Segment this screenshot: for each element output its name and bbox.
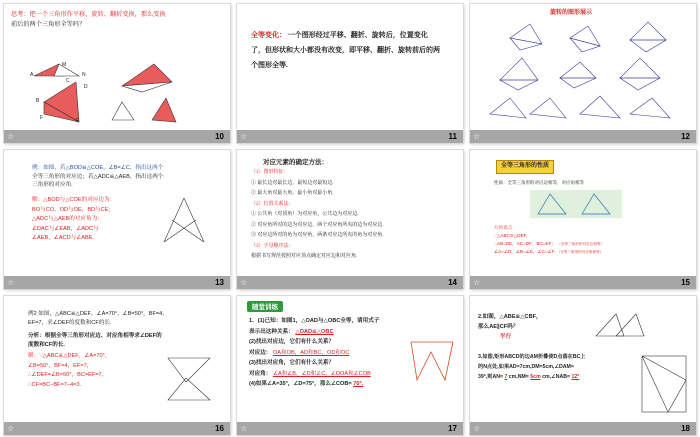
slide-thumbnail-16[interactable]	[4, 296, 230, 435]
star-icon: ☆	[473, 424, 481, 433]
slide-thumbnail-17[interactable]	[237, 296, 463, 435]
slide-10-triangles	[4, 42, 230, 132]
star-icon: ☆	[7, 278, 15, 287]
star-icon: ☆	[473, 132, 481, 141]
slide-17-questions: 1．(1)已知：如图1，△OAD与△OBC全等，请用式子 表示出这种关系： △OAD≌△OBC (2)找出对应边，它们有什么关系？ 对应边： OA和OB，AD和BC，OD和OC (3)找出对应角，它们有什么关系？ 对应角： ∠A和∠B，∠D和∠C，∠DOA和∠COB (4)如果∠A=35°，∠D=75°，那么∠COB= 70°.	[249, 318, 380, 387]
slide-footer-bar	[237, 130, 463, 143]
slide-18-question-2: 2.如图，△ABE≌△CBF， 那么AE∥CF吗？ 平行	[478, 314, 542, 340]
slide-number: 16	[215, 424, 224, 433]
slide-16-question: 例2 如图，△ABC≌△DEF，∠A=70°，∠B=50°，BF=4， EF=7，求∠DEF的度数和CF的长.	[28, 311, 168, 326]
slide-number: 12	[681, 132, 690, 141]
slide-10-question: 思考：把一个三角形作平移、旋转、翻折变换，那么变换 前后的两个三角形全等吗？	[11, 11, 166, 28]
slide-number: 11	[448, 132, 457, 141]
slide-18-rectangle-figure	[638, 352, 690, 418]
slide-15-geometry: 几何语言： ∵△ABC≌△DEF, ∴AB=DE，AC=DF，BC=EF； （全等三角形的对应边相等） ∠A=∠D，∠B=∠E，∠C=∠F. （全等三角形的对应角相等）	[494, 225, 605, 254]
slide-13-question: 例：如图，若△BOD≌△COE，∠B=∠C，指出这两个 全等三角形的对应边；若△ADC≌△AEB，指出这两个 三角形的对应角.	[32, 165, 164, 188]
slide-14-list: （1）图形特征： ① 最长边对最长边，最短边对最短边. ② 最大角对最大角，最小角对最小角. （2）位置关系法： ① 公共角（对顶角）为对应角，公共边为对应边. ② 对应角所对的边为对应边，两个对应角所夹的边为对应边. ③ 对应边所对的角为对应角，两条对应边所夹的角为对应角. （3）字母顺序法： 根据书写规范按照对应顶点确定对应边和对应角.	[251, 170, 384, 259]
slide-13-figure	[154, 194, 214, 249]
slide-number: 15	[681, 278, 690, 287]
slide-12-title: 旋转的图形展示	[550, 10, 593, 16]
slide-footer-bar	[4, 276, 230, 289]
star-icon: ☆	[240, 424, 248, 433]
slide-thumbnail-14[interactable]	[237, 150, 463, 289]
slide-footer-bar	[4, 422, 230, 435]
star-icon: ☆	[7, 424, 15, 433]
slide-16-analysis: 分析：根据全等三角形对应边、对应角相等求∠DEF的 度数和CF的长.	[28, 333, 162, 348]
slide-12-rotation-diagrams	[470, 18, 696, 128]
slide-number: 17	[448, 424, 457, 433]
slide-11-text: 全等变化： 一个图形经过平移、翻折、旋转后，位置变化了，但形状和大小都没有改变，即平移、翻折、旋转前后的两个图形全等.	[251, 31, 440, 69]
slide-number: 18	[681, 424, 690, 433]
star-icon: ☆	[240, 132, 248, 141]
slide-footer-bar	[237, 276, 463, 289]
slide-footer-bar	[470, 130, 696, 143]
slide-18-question-3: 3.如图,矩形ABCD的边AM折叠使D点落在BC上 的N点处,如果AD=7cm,DM=5cm,∠DAM= 39°,则AN= 7 cm,NM= 5cm cm,∠NAB= 12°	[478, 354, 586, 380]
slide-18-triangle-figure	[594, 310, 646, 338]
slide-thumbnail-13[interactable]	[4, 150, 230, 289]
star-icon: ☆	[240, 278, 248, 287]
slide-footer-bar	[237, 422, 463, 435]
slide-number: 13	[215, 278, 224, 287]
slide-13-answer: 解：△BOD与△COE的对应边为： BO与CO，OD与OE，BD与CE； △ADC与△AEB的对应角为： ∠DAC与∠EAB，∠ADC与 ∠AEB，∠ACD与∠ABE.	[32, 197, 116, 241]
slide-footer-bar	[4, 130, 230, 143]
slide-number: 14	[448, 278, 457, 287]
slide-14-title: 对应元素的确定方法：	[263, 159, 328, 166]
slide-15-triangles	[532, 190, 622, 218]
slide-17-banner: 随堂训练	[247, 301, 283, 312]
slide-16-figure	[164, 352, 214, 404]
slide-footer-bar	[470, 276, 696, 289]
slide-17-figure	[407, 336, 457, 386]
slide-number: 10	[215, 132, 224, 141]
slide-thumbnail-18[interactable]	[470, 296, 696, 435]
slide-footer-bar	[470, 422, 696, 435]
slide-15-property: 性质：全等三角形的对应边相等，对应角相等	[494, 180, 584, 185]
slide-thumbnail-11[interactable]	[237, 4, 463, 143]
slide-15-title: 全等三角形的性质	[496, 160, 554, 174]
slide-thumbnail-10[interactable]: 思考：把一个三角形作平移、旋转、翻折变换，那么变换 前后的两个三角形全等吗？ A B C M N E F D ☆ 10	[4, 4, 230, 143]
slide-thumbnail-15[interactable]	[470, 150, 696, 289]
slide-thumbnail-12[interactable]	[470, 4, 696, 143]
star-icon: ☆	[473, 278, 481, 287]
star-icon: ☆	[7, 132, 15, 141]
slide-16-solution: 解：∵△ABC≌△DEF，∠A=70°， ∠B=50°，BF=4，EF=7， ∴∠DEF=∠B=50°，BC=EF=7， ∴CF=BC−BF=7−4=3.	[28, 353, 111, 388]
